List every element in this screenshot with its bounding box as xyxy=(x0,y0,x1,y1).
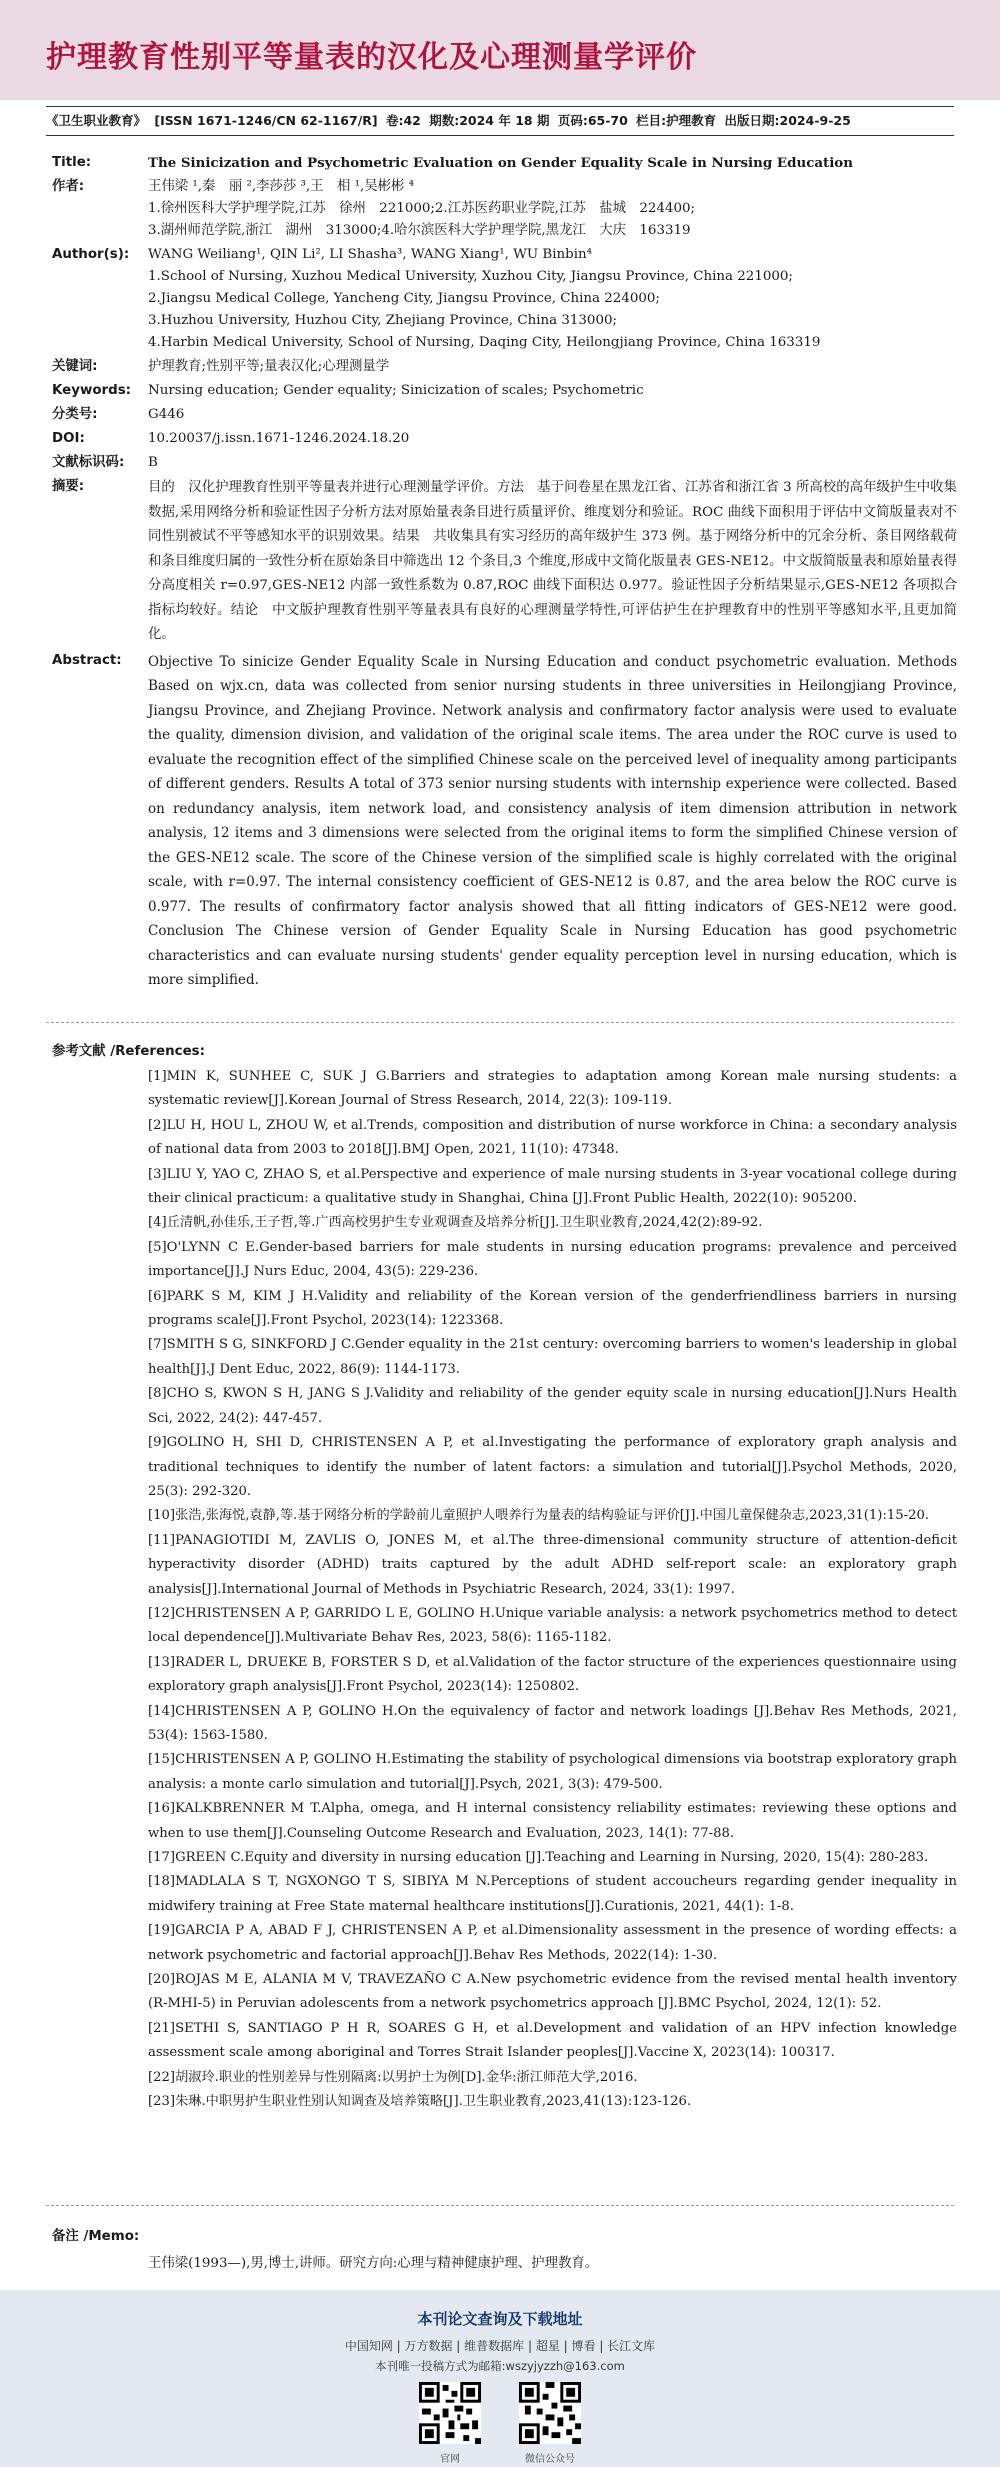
affiliation-en-3: 3.Huzhou University, Huzhou City, Zhejiang Province, China 313000; xyxy=(148,313,617,328)
footer-databases[interactable]: 中国知网 | 万方数据 | 维普数据库 | 超星 | 博看 | 长江文库 xyxy=(344,2339,656,2353)
qr-wechat[interactable] xyxy=(519,2382,581,2465)
reference-item: [17]GREEN C.Equity and diversity in nursing education [J].Teaching and Learning in Nursing, 2020, 15(4): 280-283. xyxy=(148,1850,929,1865)
title-value: The Sinicization and Psychometric Evaluation on Gender Equality Scale in Nursing Education xyxy=(148,155,853,171)
keywords-zh-row xyxy=(52,356,957,378)
reference-item: [18]MADLALA S T, NGXONGO T S, SIBIYA M N.Perceptions of student accoucheurs regarding gender inequality in midwifery training at Free State maternal healthcare institutions[J].Curationis, 2021, 44(1): 1-8. xyxy=(148,1874,957,1914)
journal-volume: 卷:42 xyxy=(385,113,421,128)
abstract-zh-row xyxy=(52,476,957,648)
page-title: 护理教育性别平等量表的汉化及心理测量学评价 xyxy=(46,40,697,75)
keywords-zh-label: 关键词: xyxy=(52,359,98,374)
memo-section xyxy=(52,2225,957,2271)
section-divider xyxy=(46,2205,954,2206)
abstract-zh-value: 目的 汉化护理教育性别平等量表并进行心理测量学评价。方法 基于问卷星在黑龙江省、江苏省和浙江省 3 所高校的高年级护生中收集数据,采用网络分析和验证性因子分析方法对原始量表条目进行质量评价、维度划分和验证。ROC 曲线下面积用于评估中文简版量表对不同性别被试不平等感知水平的识别效果。结果 共收集具有实习经历的高年级护生 373 例。基于网络分析中的冗余分析、条目网络载荷和条目维度归属的一致性分析在原始条目中筛选出 12 个条目,3 个维度,形成中文简化版量表 GES-NE12。中文版简版量表和原始量表得分高度相关 r=0.97,GES-NE12 内部一致性系数为 0.87,ROC 曲线下面积达 0.977。验证性因子分析结果显示,GES-NE12 各项拟合指标均较好。结论 中文版护理教育性别平等量表具有良好的心理测量学特性,可评估护生在护理教育中的性别平等感知水平,且更加简化。 xyxy=(148,480,957,642)
reference-item: [11]PANAGIOTIDI M, ZAVLIS O, JONES M, et al.The three-dimensional community structure of attention-deficit hyperactivity disorder (ADHD) traits captured by the adult ADHD self-report scale: an exploratory graph analysis[J].International Journal of Methods in Psychiatric Research, 2024, 33(1): 1997. xyxy=(148,1532,957,1597)
reference-item: [14]CHRISTENSEN A P, GOLINO H.On the equivalency of factor and network loadings [J].Behav Res Methods, 2021, 53(4): 1563-1580. xyxy=(148,1703,957,1743)
qr-official-caption: 官网 xyxy=(440,2454,460,2465)
class-row xyxy=(52,404,957,426)
title-row xyxy=(52,152,957,174)
reference-item: [13]RADER L, DRUEKE B, FORSTER S D, et al.Validation of the factor structure of the experiences questionnaire using exploratory graph analysis[J].Front Psychol, 2023(14): 1250802. xyxy=(148,1654,957,1695)
doccode-label: 文献标识码: xyxy=(52,455,125,470)
reference-item: [7]SMITH S G, SINKFORD J C.Gender equality in the 21st century: overcoming barriers to women's leadership in global health[J].J Dent Educ, 2022, 86(9): 1144-1173. xyxy=(148,1337,957,1377)
authors-value: 王伟梁 ¹,秦 丽 ²,李莎莎 ³,王 相 ¹,吴彬彬 ⁴ xyxy=(148,179,415,194)
doi-value[interactable]: 10.20037/j.issn.1671-1246.2024.18.20 xyxy=(148,431,410,446)
qr-code-icon xyxy=(519,2382,581,2444)
reference-item: [20]ROJAS M E, ALANIA M V, TRAVEZAÑO C A.New psychometric evidence from the revised mental health inventory (R-MHI-5) in Peruvian adolescents from a network psychometrics approach [J].BMC Psychol, 2024, 12(1): 52. xyxy=(148,1972,957,2012)
qr-codes xyxy=(0,2382,1000,2465)
reference-item: [4]丘清帆,孙佳乐,王子哲,等.广西高校男护生专业观调查及培养分析[J].卫生职业教育,2024,42(2):89-92. xyxy=(148,1215,763,1231)
affiliation-en-4: 4.Harbin Medical University, School of Nursing, Daqing City, Heilongjiang Province, China 163319 xyxy=(148,335,821,350)
title-label: Title: xyxy=(52,155,92,170)
reference-item: [21]SETHI S, SANTIAGO P H R, SOARES G H, et al.Development and validation of an HPV infection knowledge assessment scale among aboriginal and Torres Strait Islander peoples[J].Vaccine X, 2023(14): 100317. xyxy=(148,2020,957,2061)
reference-item: [12]CHRISTENSEN A P, GARRIDO L E, GOLINO H.Unique variable analysis: a network psychometrics method to detect local dependence[J].Multivariate Behav Res, 2023, 58(6): 1165-1182. xyxy=(148,1605,957,1646)
affiliation-zh-2: 3.湖州师范学院,浙江 湖州 313000;4.哈尔滨医科大学护理学院,黑龙江 大庆 163319 xyxy=(148,223,691,238)
reference-item: [5]O'LYNN C E.Gender-based barriers for male students in nursing education programs: prevalence and perceived importance[J].J Nurs Educ, 2004, 43(5): 229-236. xyxy=(148,1239,957,1280)
reference-item: [10]张浩,张海悦,袁静,等.基于网络分析的学龄前儿童照护人喂养行为量表的结构验证与评价[J].中国儿童保健杂志,2023,31(1):15-20. xyxy=(148,1508,930,1524)
reference-item: [9]GOLINO H, SHI D, CHRISTENSEN A P, et al.Investigating the performance of exploratory graph analysis and traditional techniques to identify the number of latent factors: a simulation and tutorial[J].Psychol Methods, 2020, 25(3): 292-320. xyxy=(148,1435,957,1499)
reference-item: [8]CHO S, KWON S H, JANG S J.Validity and reliability of the gender equity scale in nursing education[J].Nurs Health Sci, 2022, 24(2): 447-457. xyxy=(148,1386,957,1426)
references-section xyxy=(52,1040,957,2114)
reference-item: [22]胡淑玲.职业的性别差异与性别隔离:以男护士为例[D].金华:浙江师范大学,2016. xyxy=(148,2069,638,2085)
keywords-zh-value: 护理教育;性别平等;量表汉化;心理测量学 xyxy=(148,359,390,374)
article-metadata xyxy=(52,152,957,995)
authors-label: 作者: xyxy=(52,179,85,194)
header-banner xyxy=(0,0,1000,100)
section-divider xyxy=(46,1022,954,1023)
journal-column: 栏目:护理教育 xyxy=(636,113,717,128)
reference-item: [6]PARK S M, KIM J H.Validity and reliability of the Korean version of the genderfriendliness barriers in nursing programs scale[J].Front Psychol, 2023(14): 1223368. xyxy=(148,1288,957,1329)
journal-issn: [ISSN 1671-1246/CN 62-1167/R] xyxy=(154,113,378,128)
author-en-block xyxy=(148,244,957,354)
reference-item: [15]CHRISTENSEN A P, GOLINO H.Estimating the stability of psychological dimensions via bootstrap exploratory graph analysis: a monte carlo simulation and tutorial[J].Psych, 2021, 3(3): 479-500. xyxy=(148,1752,957,1792)
qr-code-icon xyxy=(419,2382,481,2444)
class-label: 分类号: xyxy=(52,407,98,422)
abstract-en-row xyxy=(52,650,957,993)
abstract-zh-label: 摘要: xyxy=(52,479,85,494)
authors-row xyxy=(52,176,957,242)
reference-item: [16]KALKBRENNER M T.Alpha, omega, and H internal consistency reliability estimates: reviewing these options and when to use them[J].Counseling Outcome Research and Evaluation, 2023, 14(1): 77-88. xyxy=(148,1801,957,1841)
keywords-en-row xyxy=(52,380,957,402)
qr-wechat-caption: 微信公众号 xyxy=(525,2454,575,2465)
reference-item: [19]GARCIA P A, ABAD F J, CHRISTENSEN A P, et al.Dimensionality assessment in the presence of wording effects: a network psychometric and factorial approach[J].Behav Res Methods, 2022(14): 1-30. xyxy=(148,1923,957,1963)
reference-item: [3]LIU Y, YAO C, ZHAO S, et al.Perspective and experience of male nursing students in 3-year vocational college during their clinical practicum: a qualitative study in Shanghai, China [J].Front Public Health, 2022(10): 905200. xyxy=(148,1166,957,1207)
affiliation-zh-1: 1.徐州医科大学护理学院,江苏 徐州 221000;2.江苏医药职业学院,江苏 盐城 224400; xyxy=(148,201,696,216)
author-en-row xyxy=(52,244,957,354)
author-en-value: WANG Weiliang¹, QIN Li², LI Shasha³, WANG Xiang¹, WU Binbin⁴ xyxy=(148,247,593,262)
journal-name: 《卫生职业教育》 xyxy=(46,113,147,128)
reference-item: [2]LU H, HOU L, ZHOU W, et al.Trends, composition and distribution of nurse workforce in China: a secondary analysis of national data from 2003 to 2018[J].BMJ Open, 2021, 11(10): 47348. xyxy=(148,1117,957,1158)
affiliation-en-1: 1.School of Nursing, Xuzhou Medical University, Xuzhou City, Jiangsu Province, China 221000; xyxy=(148,269,793,284)
keywords-en-label: Keywords: xyxy=(52,383,132,398)
footer-email[interactable]: 本刊唯一投稿方式为邮箱:wszyjyzzh@163.com xyxy=(375,2359,625,2373)
authors-block xyxy=(148,176,957,242)
journal-pages: 页码:65-70 xyxy=(557,113,628,128)
references-title: 参考文献 /References: xyxy=(52,1044,205,1059)
class-value: G446 xyxy=(148,407,185,422)
doi-row xyxy=(52,428,957,450)
doi-label: DOI: xyxy=(52,431,85,446)
journal-info-bar xyxy=(46,106,954,136)
footer-panel xyxy=(0,2290,1000,2467)
keywords-en-value: Nursing education; Gender equality; Sinicization of scales; Psychometric xyxy=(148,383,644,398)
memo-text: 王伟梁(1993—),男,博士,讲师。研究方向:心理与精神健康护理、护理教育。 xyxy=(148,2256,599,2271)
footer-title: 本刊论文查询及下载地址 xyxy=(417,2310,583,2328)
reference-item: [23]朱琳.中职男护生职业性别认知调查及培养策略[J].卫生职业教育,2023,41(13):123-126. xyxy=(148,2094,692,2110)
reference-item: [1]MIN K, SUNHEE C, SUK J G.Barriers and strategies to adaptation among Korean male nursing students: a systematic review[J].Korean Journal of Stress Research, 2014, 22(3): 109-119. xyxy=(148,1069,957,1109)
abstract-en-value: Objective To sinicize Gender Equality Scale in Nursing Education and conduct psychometric evaluation. Methods Based on wjx.cn, data was collected from senior nursing students in three universities in Heilongjiang Province, Jiangsu Province, and Zhejiang Province. Network analysis and confirmatory factor analysis were used to evaluate the quality, dimension division, and validation of the original scale items. The area under the ROC curve is used to evaluate the recognition effect of the simplified Chinese scale on the perceived level of inequality among participants of different genders. Results A total of 373 senior nursing students with internship experience were collected. Based on redundancy analysis, item network load, and consistency analysis of item dimension attribution in network analysis, 12 items and 3 dimensions were selected from the original items to form the simplified Chinese version of the GES-NE12 scale. The score of the Chinese version of the simplified scale is highly correlated with the original scale, with r=0.97. The internal consistency coefficient of GES-NE12 is 0.87, and the area below the ROC curve is 0.977. The results of confirmatory factor analysis showed that all fitting indicators of GES-NE12 were good. Conclusion The Chinese version of Gender Equality Scale in Nursing Education has good psychometric characteristics and can evaluate nursing students' gender equality perception level in nursing education, which is more simplified. xyxy=(148,653,957,988)
doccode-row xyxy=(52,452,957,474)
qr-official-site[interactable] xyxy=(419,2382,481,2465)
affiliation-en-2: 2.Jiangsu Medical College, Yancheng City, Jiangsu Province, China 224000; xyxy=(148,291,660,306)
author-en-label: Author(s): xyxy=(52,247,130,262)
doccode-value: B xyxy=(148,455,158,470)
journal-date: 出版日期:2024-9-25 xyxy=(724,113,851,128)
abstract-en-label: Abstract: xyxy=(52,652,122,668)
memo-title: 备注 /Memo: xyxy=(52,2229,140,2244)
journal-issue: 期数:2024 年 18 期 xyxy=(429,113,550,128)
